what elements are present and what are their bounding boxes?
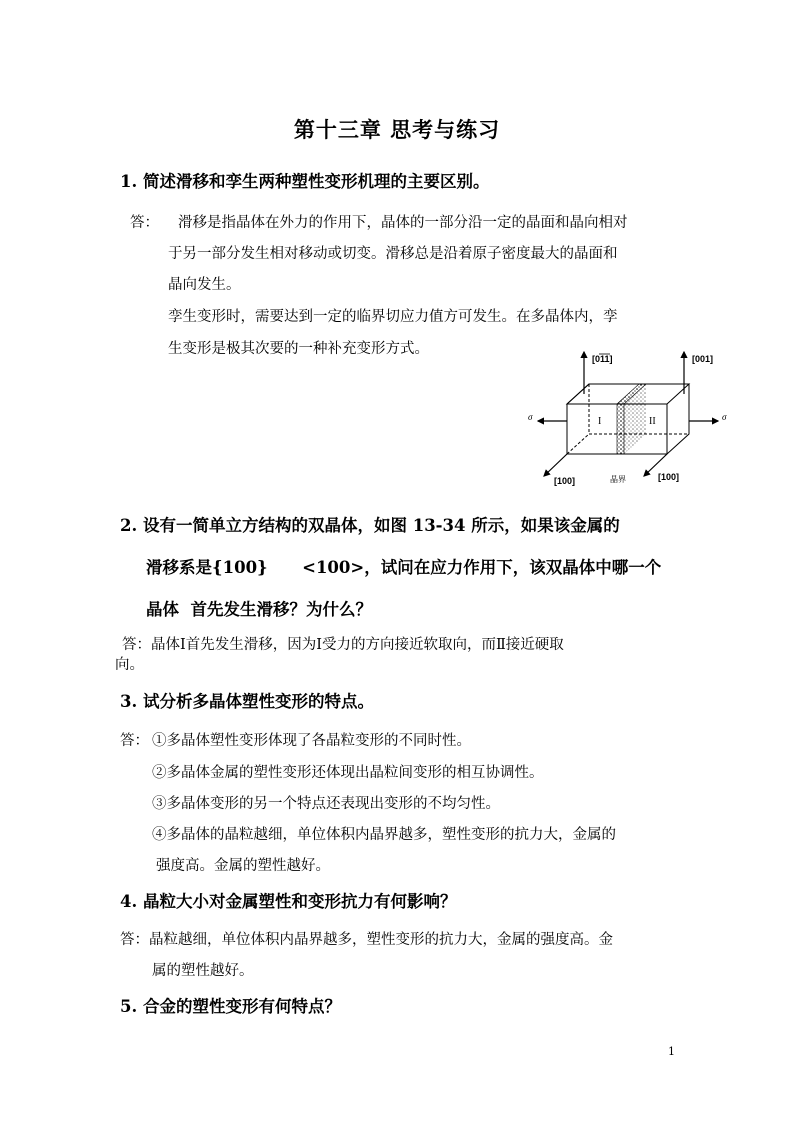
question-2-line-3: 晶体 首先发生滑移？为什么？	[146, 600, 372, 619]
question-3: 3. 试分析多晶体塑性变形的特点。	[120, 692, 374, 711]
answer-3-line-5: 强度高。金属的塑性越好。	[156, 858, 330, 874]
answer-1-line-5: 生变形是极其次要的一种补充变形方式。	[168, 341, 429, 357]
answer-3-line-1: ①多晶体塑性变形体现了各晶粒变形的不同时性。	[152, 733, 471, 749]
chapter-title: 第十三章 思考与练习	[293, 117, 501, 142]
label-crystal-2: II	[649, 416, 656, 427]
question-2-line-1: 2. 设有一简单立方结构的双晶体，如图 13-34 所示，如果该金属的	[120, 516, 620, 535]
question-5: 5. 合金的塑性变形有何特点？	[120, 997, 341, 1016]
answer-3-line-2: ②多晶体金属的塑性变形还体现出晶粒间变形的相互协调性。	[152, 765, 544, 781]
answer-4-line-1: 答：晶粒越细，单位体积内晶界越多，塑性变形的抗力大，金属的强度高。金	[120, 932, 613, 948]
label-bottom-left-dir: [100]	[554, 476, 576, 486]
question-2-line-2: 滑移系是{100} <100>，试问在应力作用下，该双晶体中哪一个	[146, 558, 662, 577]
answer-2-line-2: 向。	[115, 657, 144, 673]
label-bottom-right-dir: [100]	[658, 472, 680, 482]
grain-boundary-front	[617, 404, 624, 454]
answer-1-line-4: 孪生变形时，需要达到一定的临界切应力值方可发生。在多晶体内，孪	[168, 309, 618, 325]
question-1: 1. 简述滑移和孪生两种塑性变形机理的主要区别。	[120, 172, 490, 191]
answer-3-prefix: 答：	[120, 733, 149, 749]
answer-1-line-3: 晶向发生。	[168, 277, 241, 293]
label-crystal-1: I	[598, 416, 602, 427]
label-top-right-dir: [001]	[692, 354, 714, 364]
bicrystal-diagram	[524, 348, 730, 490]
page-number: 1	[668, 1045, 675, 1058]
box-hidden-edge-diagonal	[567, 434, 589, 454]
label-top-left-dir: [011]	[592, 354, 613, 364]
arrow-bottom-left	[544, 454, 567, 476]
label-grain-boundary: 晶界	[610, 475, 626, 484]
answer-1-prefix: 答：	[130, 215, 159, 231]
answer-1-line-2: 于另一部分发生相对移动或切变。滑移总是沿着原子密度最大的晶面和	[168, 246, 618, 262]
answer-2-line-1: 答：晶体Ⅰ首先发生滑移，因为Ⅰ受力的方向接近软取向，而Ⅱ接近硬取	[122, 637, 564, 653]
answer-3-line-4: ④多晶体的晶粒越细，单位体积内晶界越多，塑性变形的抗力大，金属的	[152, 827, 616, 843]
label-stress-left: σ	[528, 412, 533, 422]
answer-4-line-2: 属的塑性越好。	[152, 963, 254, 979]
label-stress-right: σ	[722, 412, 727, 422]
answer-1-line-1: 滑移是指晶体在外力的作用下，晶体的一部分沿一定的晶面和晶向相对	[178, 215, 628, 231]
question-4: 4. 晶粒大小对金属塑性和变形抗力有何影响？	[120, 892, 457, 911]
answer-3-line-3: ③多晶体变形的另一个特点还表现出变形的不均匀性。	[152, 796, 500, 812]
